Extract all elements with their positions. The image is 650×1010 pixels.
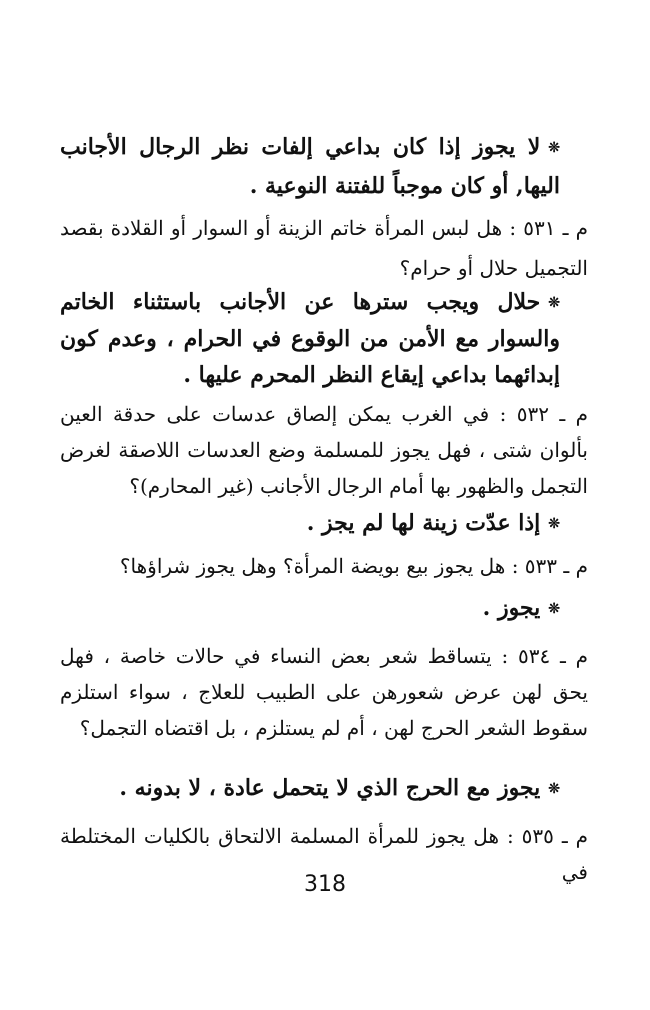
question-block: [60, 548, 588, 584]
question-number: م ـ ٥٣٥ :: [506, 824, 588, 848]
question-text: هل يجوز للمرأة المسلمة الالتحاق بالكليات المختلطة في: [60, 824, 588, 884]
flower-marker-icon: ❊: [548, 516, 560, 532]
answer-block: [60, 590, 560, 627]
question-number: م ـ ٥٣٤ :: [501, 644, 588, 668]
answer-text: لا يجوز إذا كان بداعي إلفات نظر الرجال الأجانب اليها, أو كان موجباً للفتنة النوعية .: [60, 134, 560, 199]
question-text: في الغرب يمكن إلصاق عدسات على حدقة العين بألوان شتى ، فهل يجوز للمسلمة وضع العدسات اللاصقة لغرض التجمل والظهور بها أمام الرجال الأجانب (غير المحارم)؟: [60, 402, 588, 498]
flower-marker-icon: ❊: [548, 781, 560, 797]
question-number: م ـ ٥٣١ :: [509, 216, 588, 240]
question-number: م ـ ٥٣٣ :: [511, 554, 588, 578]
question-text: هل لبس المرأة خاتم الزينة أو السوار أو القلادة بقصد التجميل حلال أو حرام؟: [60, 216, 588, 280]
answer-block: [60, 505, 560, 542]
flower-marker-icon: ❊: [548, 295, 560, 311]
answer-text: إذا عدّت زينة لها لم يجز .: [306, 510, 541, 536]
question-block: [60, 208, 588, 288]
answer-block: [60, 284, 560, 393]
answer-text: يجوز مع الحرج الذي لا يتحمل عادة ، لا بدونه .: [119, 775, 541, 801]
question-text: يتساقط شعر بعض النساء في حالات خاصة ، فهل يحق لهن عرض شعورهن على الطبيب للعلاج ، سواء استلزم سقوط الشعر الحرج لهن ، أم لم يستلزم ، بل اقتضاه التجمل؟: [60, 644, 588, 740]
answer-text: يجوز .: [482, 595, 541, 621]
flower-marker-icon: ❊: [548, 140, 560, 156]
answer-block: [60, 128, 560, 205]
answer-text: حلال ويجب سترها عن الأجانب باستثناء الخاتم والسوار مع الأمن من الوقوع في الحرام ، وعدم كون إبدائهما بداعي إيقاع النظر المحرم عليها .: [60, 289, 560, 388]
question-text: هل يجوز بيع بويضة المرأة؟ وهل يجوز شراؤها؟: [119, 554, 506, 578]
question-block: [60, 396, 588, 504]
flower-marker-icon: ❊: [548, 601, 560, 617]
page-number: 318: [304, 872, 346, 897]
question-number: م ـ ٥٣٢ :: [499, 402, 588, 426]
question-block: [60, 638, 588, 746]
answer-block: [60, 770, 560, 807]
